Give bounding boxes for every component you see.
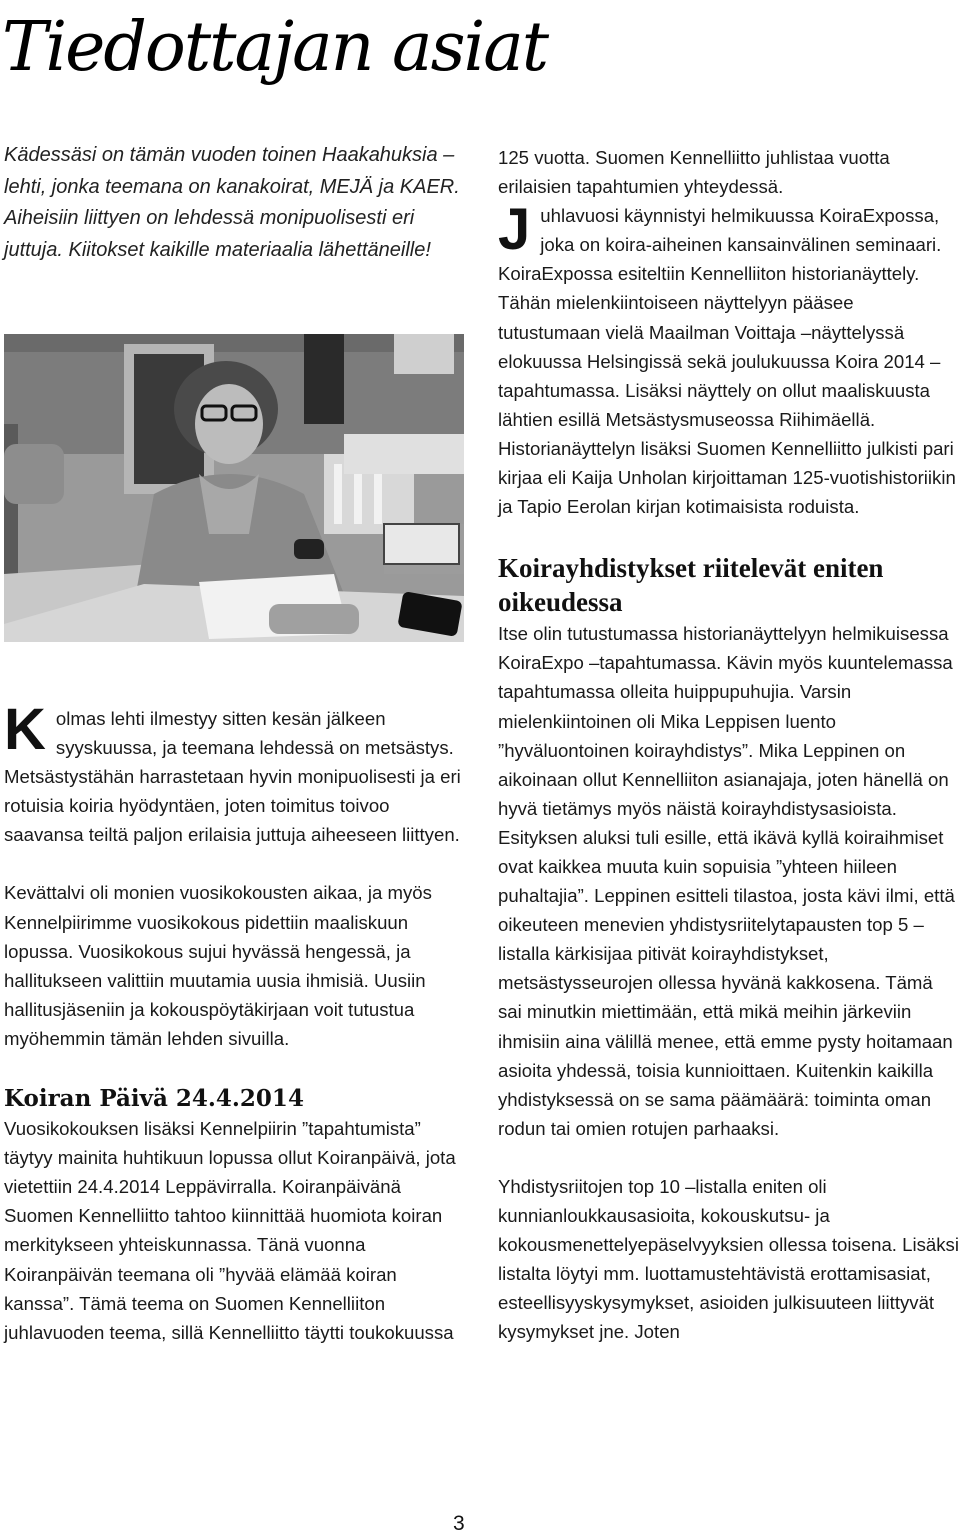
right-paragraph-4: Yhdistysriitojen top 10 –listalla eniten oli kunnianloukkausasioita, kokouskutsu- ja kokousmenettelyepäselvyyksien ollessa toisena. Lisäksi listalta löytyi mm. luottamustehtävistä erottamisasiat, esteellisyyskysymykset, asioiden julkisuuteen liittyvät kysymykset jne. Joten — [498, 1175, 959, 1343]
page-number: 3 — [453, 1512, 465, 1535]
right-paragraph-2 — [498, 197, 960, 521]
photo-woman-writing-icon — [4, 334, 464, 642]
right-paragraph-2-text: uhlavuosi käynnistyi helmikuussa KoiraExpossa, joka on koira-aiheinen kansainvälinen seminaari. KoiraExpossa esiteltiin Kennelliiton historianäyttely. Tähän mielenkiintoiseen näyttelyyn pääsee tutustumaan vielä Maailman Voittaja –näyttelyssä elokuussa Helsingissä sekä joulukuussa Koira 2014 –tapahtumassa. Lisäksi näyttely on ollut maaliskuusta lähtien esillä Metsästysmuseossa Riihimäellä. Historianäyttelyn lisäksi Suomen Kennelliitto julkisti pari kirjaa eli Kaija Unholan kirjoittaman 125-vuotishistoriikin ja Tapio Eerolan kirjan kotimaisista roduista. — [498, 205, 956, 518]
right-column — [498, 143, 960, 1346]
left-paragraph-3: Vuosikokouksen lisäksi Kennelpiirin ”tapahtumista” täytyy mainita huhtikuun lopussa ollut Koiranpäivä, jota vietettiin 24.4.2014 Leppävirralla. Koiranpäivänä Suomen Kennelliitto tahtoo kiinnittää huomiota koiran merkitykseen yhteiskunnassa. Tänä vuonna Koiranpäivän teemana oli ”hyvää elämää koiran kanssa”. Tämä teema on Suomen Kennelliiton juhlavuoden teema, sillä Kennelliitto täytti toukokuussa — [4, 1118, 456, 1343]
article-photo — [4, 334, 464, 642]
right-paragraph-1: 125 vuotta. Suomen Kennelliitto juhlistaa vuotta erilaisien tapahtumien yhteydessä. — [498, 147, 890, 198]
left-paragraph-1 — [4, 697, 464, 849]
page-title: Tiedottajan asiat — [2, 8, 548, 87]
dropcap-k: K — [4, 697, 46, 762]
left-column — [4, 697, 464, 1347]
intro-paragraph: Kädessäsi on tämän vuoden toinen Haakahuksia –lehti, jonka teemana on kanakoirat, MEJÄ ja KAER. Aiheisiin liittyen on lehdessä monipuolisesti eri juttuja. Kiitokset kaikille materiaalia lähettäneille! — [4, 144, 460, 261]
koiran-paiva-heading: Koiran Päivä 24.4.2014 — [4, 1085, 304, 1113]
left-paragraph-2: Kevättalvi oli monien vuosikokousten aikaa, ja myös Kennelpiirimme vuosikokous pidettiin maaliskuun lopussa. Vuosikokous sujui hyvässä hengessä, ja hallitukseen valittiin muutamia uusia ihmisiä. Uusiin hallitusjäseniin ja kokouspöytäkirjaan voit tutustua myöhemmin tämän lehden sivuilla. — [4, 882, 432, 1049]
right-paragraph-3: Itse olin tutustumassa historianäyttelyyn helmikuisessa KoiraExpo –tapahtumassa. Kävin myös kuuntelemassa tapahtumassa olleita huippupuhujia. Varsin mielenkiintoinen oli Mika Leppisen luento ”hyväluontoinen koirayhdistys”. Mika Leppinen on aikoinaan ollut Kennelliiton asianajaja, joten hänellä on hyvä tietämys myös näistä koirayhdistysasioista. Esityksen aluksi tuli esille, että ikävä kyllä koiraihmiset ovat kaikkea muuta kuin sopuisia ”yhteen hiileen puhaltajia”. Leppinen esitteli tilastoa, josta kävi ilmi, että oikeuteen menevien yhdistysriitelytapausten top 5 –listalla kärkisijaa pitivät koirayhdistykset, metsästysseurojen ollessa hyvänä kakkosena. Tämä sai minutkin miettimään, että mikä meihin järkeviin ihmisiin aina välillä menee, että emme pysty hoitamaan asioita yhdessä, toisia kunnioittaen. Kuitenkin kaikilla yhdistyksessä on se sama päämäärä: toiminta oman rodun tai omien rotujen parhaaksi. — [498, 623, 955, 1139]
dropcap-j: J — [498, 197, 531, 263]
left-paragraph-1-text: olmas lehti ilmestyy sitten kesän jälkeen syyskuussa, ja teemana lehdessä on metsästys. Metsästystähän harrastetaan hyvin monipuolisesti ja eri rotuisia koiria hyödyntäen, joten toimitus toivoo saavansa teiltä paljon erilaisia juttuja aiheeseen liittyen. — [4, 708, 461, 846]
koirayhdistykset-heading: Koirayhdistykset riitelevät eniten oikeudessa — [498, 553, 884, 618]
